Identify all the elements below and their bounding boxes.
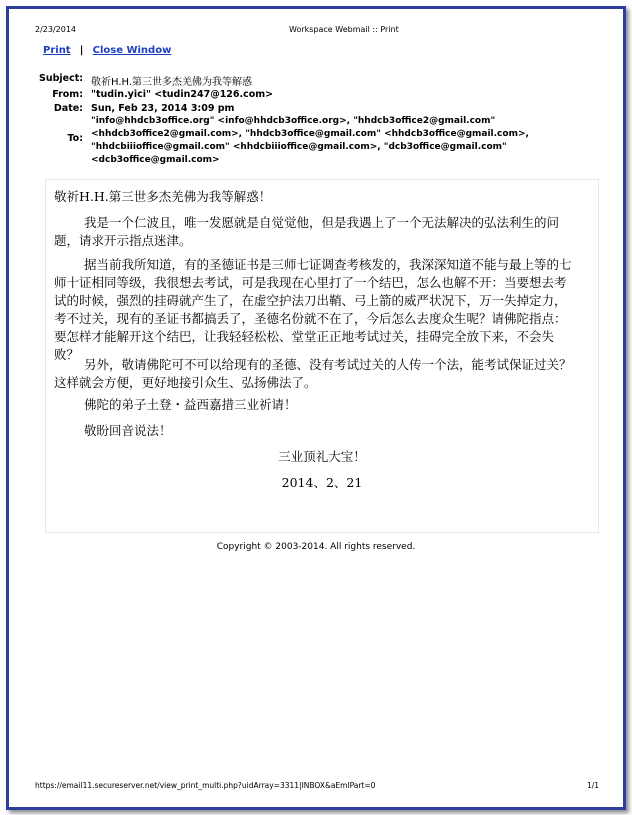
paragraph: 佛陀的弟子土登・益西嘉措三业祈请！ (84, 397, 297, 412)
print-date: 2/23/2014 (35, 25, 77, 34)
print-nav (43, 45, 171, 56)
from-label: From: (52, 89, 83, 100)
closing-line: 三业顶礼大宝！ (278, 449, 366, 464)
paragraph: 据当前我所知道，有的圣德证书是三师七证调查考核发的，我深深知道不能与最上等的七师十证相同等级，我很想去考试，可是我现在心里打了一个结巴，怎么也解不开：当要想去考试的时候，强烈的挂碍就产生了，在虚空护法刀出鞘、弓上箭的威严状况下，万一失掉定力，考不过关，现有的圣证书都搞丢了，圣德名份就不在了，今后怎么去度众生呢？请佛陀指点：要怎样才能解开这个结巴，让我轻轻松松、堂堂正正地考试过关，挂碍完全放下来，不会失败？ (54, 257, 572, 362)
print-link[interactable]: Print (43, 45, 71, 56)
to-line: <dcb3office@gmail.com> (91, 155, 220, 165)
message-body (45, 179, 599, 533)
page-number: 1/1 (587, 781, 600, 790)
paragraph: 敬盼回音说法！ (84, 423, 172, 438)
subject-label: Subject: (39, 73, 84, 84)
subject-value: 敬祈H.H.第三世多杰羌佛为我等解惑 (91, 77, 253, 88)
date-label: Date: (53, 103, 83, 114)
date-value: Sun, Feb 23, 2014 3:09 pm (91, 103, 235, 114)
to-line: <hhdcb3office2@gmail.com>, "hhdcb3office@gmail.com" <hhdcb3office@gmail.com>, (91, 129, 529, 139)
to-line: "info@hhdcb3office.org" <info@hhdcb3office.org>, "hhdcb3office2@gmail.com" (91, 116, 496, 126)
print-url: https://email11.secureserver.net/view_print_multi.php?uidArray=3311|INBOX&aEmlPart=0 (35, 781, 376, 790)
message-heading: 敬祈H.H.第三世多杰羌佛为我等解惑！ (54, 189, 272, 204)
from-value: "tudin.yici" <tudin247@126.com> (91, 89, 274, 100)
to-value (91, 115, 601, 167)
signature-date: 2014、2、21 (281, 475, 363, 490)
paragraph: 我是一个仁波且，唯一发愿就是自觉觉他，但是我遇上了一个无法解决的弘法利生的问题，请求开示指点迷津。 (54, 215, 560, 248)
copyright: Copyright © 2003-2014. All rights reserved. (216, 542, 416, 552)
nav-separator: | (79, 45, 84, 56)
to-line: "hhdcbiiioffice@gmail.com" <hhdcbiiioffice@gmail.com>, "dcb3office@gmail.com" (91, 142, 507, 152)
close-window-link[interactable]: Close Window (92, 45, 172, 56)
print-page-title: Workspace Webmail :: Print (289, 25, 399, 34)
paragraph: 另外，敬请佛陀可不可以给现有的圣德、没有考试过关的人传一个法，能考试保证过关？这样就会方便，更好地接引众生、弘扬佛法了。 (54, 357, 572, 390)
printed-page (6, 6, 626, 810)
to-label: To: (67, 133, 83, 144)
